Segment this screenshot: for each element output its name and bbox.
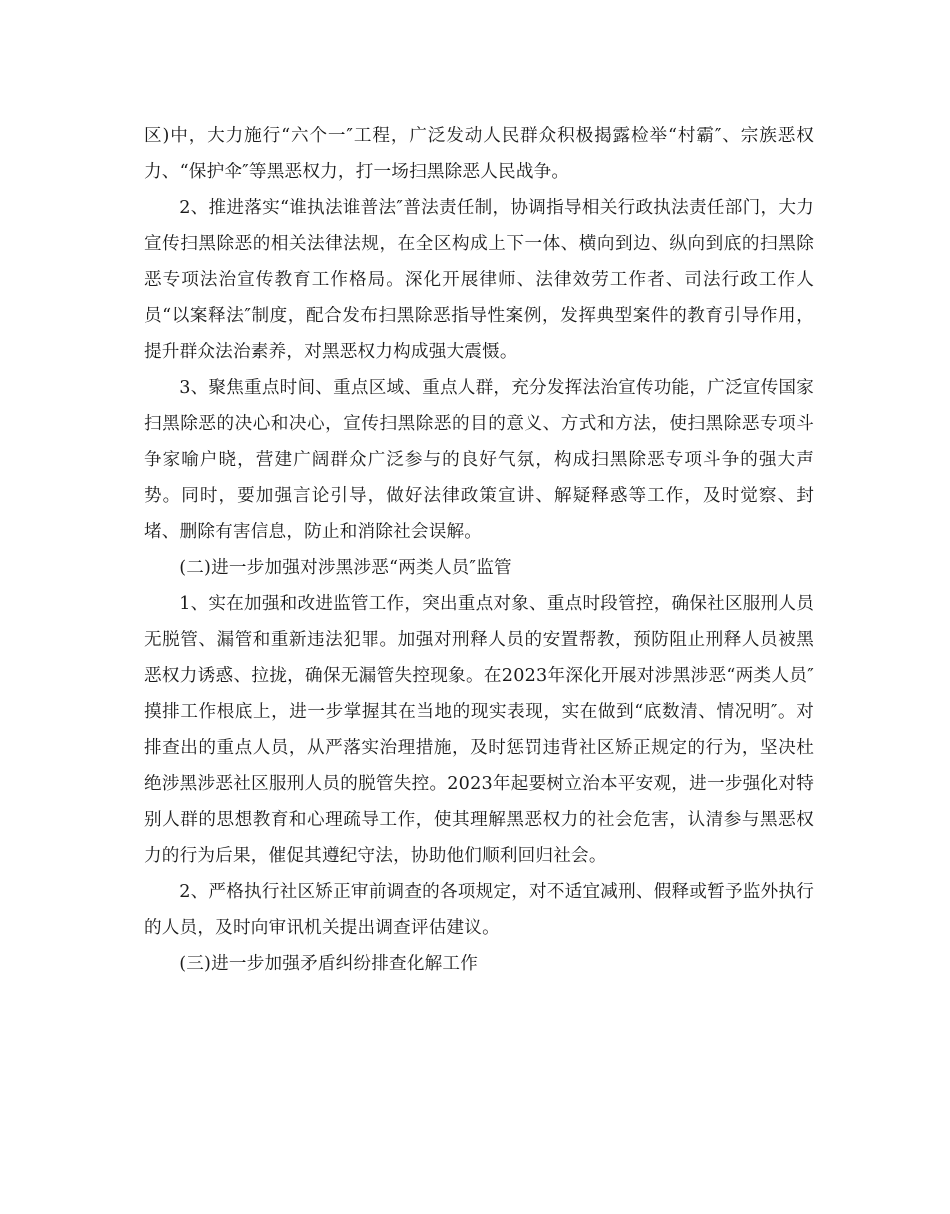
paragraph-item-3: 3、聚焦重点时间、重点区域、重点人群，充分发挥法治宣传功能，广泛宣传国家扫黑除恶的决心和决心，宣传扫黑除恶的目的意义、方式和方法，使扫黑除恶专项斗争家喻户晓，营建广阔群众广泛参与的良好气氛，构成扫黑除恶专项斗争的强大声势。同时，要加强言论引导，做好法律政策宣讲、解疑释惑等工作，及时觉察、封堵、删除有害信息，防止和消除社会误解。 — [144, 378, 814, 542]
section-heading-2: (二)进一步加强对涉黑涉恶“两类人员″监管 — [179, 558, 512, 578]
paragraph-item-1: 1、实在加强和改进监管工作，突出重点对象、重点时段管控，确保社区服刑人员无脱管、漏管和重新违法犯罪。加强对刑释人员的安置帮教，预防阻止刑释人员被黑恶权力诱惑、拉拢，确保无漏管失控现象。在2023年深化开展对涉黑涉恶“两类人员″摸排工作根底上，进一步掌握其在当地的现实表现，实在做到“底数清、情况明″。对排查出的重点人员，从严落实治理措施，及时惩罚违背社区矫正规定的行为，坚决杜绝涉黑涉恶社区服刑人员的脱管失控。2023年起要树立治本平安观，进一步强化对特别人群的思想教育和心理疏导工作，使其理解黑恶权力的社会危害，认清参与黑恶权力的行为后果，催促其遵纪守法，协助他们顺利回归社会。 — [144, 594, 814, 866]
section-heading-3: (三)进一步加强矛盾纠纷排查化解工作 — [179, 954, 479, 974]
paragraph-item-2b: 2、严格执行社区矫正审前调查的各项规定，对不适宜减刑、假释或暂予监外执行的人员，及时向审讯机关提出调查评估建议。 — [144, 882, 814, 938]
paragraph-continuation: 区)中，大力施行“六个一″工程，广泛发动人民群众积极揭露检举“村霸″、宗族恶权力、“保护伞″等黑恶权力，打一场扫黑除恶人民战争。 — [144, 126, 814, 182]
document-body — [144, 118, 814, 982]
paragraph-item-2: 2、推进落实“谁执法谁普法″普法责任制，协调指导相关行政执法责任部门，大力宣传扫黑除恶的相关法律法规，在全区构成上下一体、横向到边、纵向到底的扫黑除恶专项法治宣传教育工作格局。深化开展律师、法律效劳工作者、司法行政工作人员“以案释法″制度，配合发布扫黑除恶指导性案例，发挥典型案件的教育引导作用，提升群众法治素养，对黑恶权力构成强大震慑。 — [144, 198, 814, 362]
